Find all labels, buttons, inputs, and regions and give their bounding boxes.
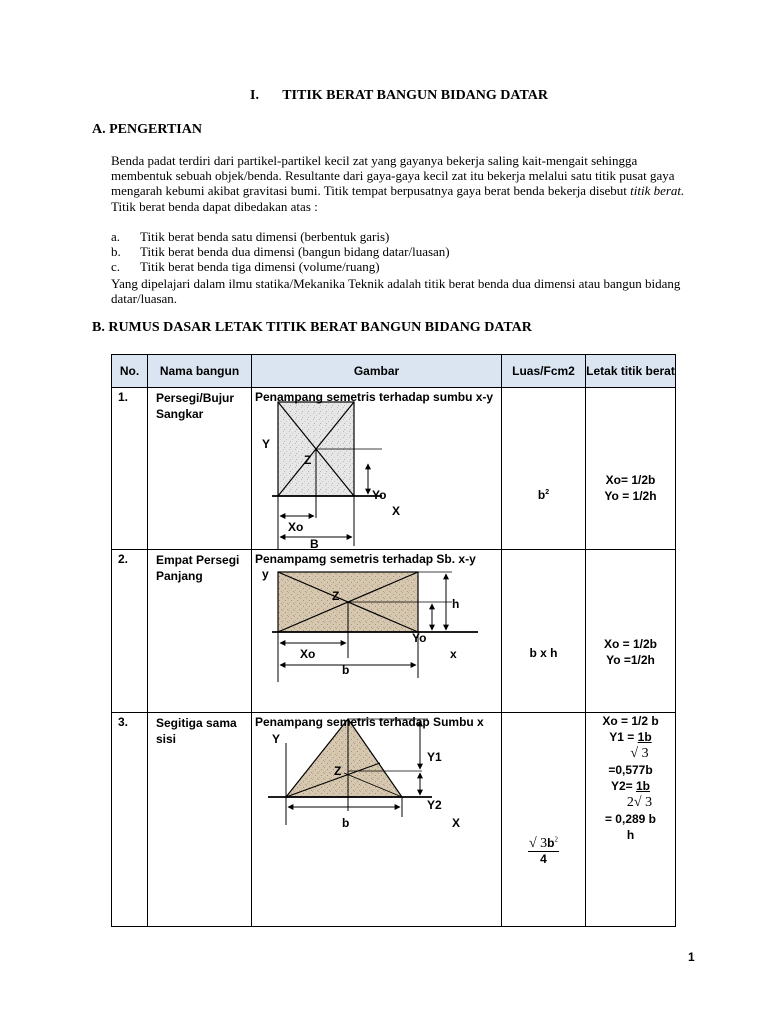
z-label: Z	[304, 453, 312, 467]
para1-italic: titik berat.	[630, 183, 685, 199]
section-b-heading: B. RUMUS DASAR LETAK TITIK BERAT BANGUN BIDANG DATAR	[92, 320, 532, 335]
list-item: b. Titik berat benda dua dimensi (bangun bidang datar/luasan)	[111, 244, 450, 259]
header-luas: Luas/Fcm2	[502, 355, 586, 388]
y-label: Y	[262, 437, 271, 451]
row-number: 1.	[118, 390, 129, 404]
section-a-paragraph-2: Yang dipelajari dalam ilmu statika/Mekanika Teknik adalah titik berat benda dua dimensi atau bangun bidang datar/luasan.	[111, 276, 681, 307]
z-label: Z	[332, 589, 340, 603]
b-label: b	[342, 816, 350, 830]
table-row	[112, 713, 676, 927]
b-label: B	[310, 537, 319, 549]
dimension-list	[111, 229, 450, 274]
centroid-formula: Xo = 1/2 b Y1 = 1b √ 3 =0,577b Y2= 1b 2√ 3 = 0,289 b h	[602, 714, 659, 842]
xo-label: Xo	[288, 520, 304, 534]
y-label: Y	[272, 732, 281, 746]
section-a-heading: A. PENGERTIAN	[92, 122, 202, 137]
shape-name: Segitiga sama sisi	[156, 716, 237, 746]
centroid-table	[111, 354, 676, 927]
table-row	[112, 388, 676, 550]
table-row	[112, 550, 676, 713]
rectangle-figure	[252, 550, 502, 712]
b-label: b	[342, 663, 350, 677]
triangle-shape	[286, 719, 402, 797]
x-label: X	[452, 816, 461, 830]
area-formula: $b^2$	[537, 488, 550, 502]
z-label: Z	[334, 764, 342, 778]
table-header-row	[112, 355, 676, 388]
row-number: 2.	[118, 552, 129, 566]
y1-label: Y1	[427, 750, 442, 764]
figure-caption: Penampamg semetris terhadap Sb. x-y	[255, 552, 476, 566]
centroid-formula: Xo= 1/2b Yo = 1/2h	[604, 473, 657, 503]
list-item: c. Titik berat benda tiga dimensi (volume/ruang)	[111, 259, 380, 274]
y2-label: Y2	[427, 798, 442, 812]
list-item: a. Titik berat benda satu dimensi (berbentuk garis)	[111, 229, 390, 244]
row-number: 3.	[118, 715, 129, 729]
centroid-formula: Xo = 1/2b Yo =1/2h	[603, 637, 658, 667]
header-no: No.	[112, 355, 148, 388]
header-gambar: Gambar	[252, 355, 502, 388]
header-letak: Letak titik berat	[586, 355, 676, 388]
para1-text: Benda padat terdiri dari partikel-partikel kecil zat yang gayanya bekerja saling kait-mengait sehingga membentuk sebuah objek/benda. Resultante dari gaya-gaya kecil zat itu bekerja melalui satu titik pusat gaya mengarah kebumi akibat gravitasi bumi. Titik tempat berpusatnya gaya berat benda bekerja disebut	[111, 153, 675, 199]
square-figure	[252, 388, 502, 549]
figure-caption: Penampang semetris terhadap Sumbu x	[255, 715, 484, 729]
yo-label: Yo	[372, 488, 387, 502]
section-a-paragraph	[111, 153, 701, 214]
h-label: h	[452, 597, 460, 611]
area-formula: b x h	[529, 646, 558, 660]
x-label: X	[392, 504, 401, 518]
title-number: I.	[250, 88, 259, 103]
header-nama: Nama bangun	[148, 355, 252, 388]
triangle-figure	[252, 713, 502, 926]
xo-label: Xo	[300, 647, 316, 661]
shape-name: Empat Persegi Panjang	[156, 553, 240, 583]
title-text: TITIK BERAT BANGUN BIDANG DATAR	[282, 88, 548, 103]
page-title	[250, 88, 548, 104]
list-intro: Titik berat benda dapat dibedakan atas :	[111, 198, 318, 214]
x-label: x	[450, 647, 457, 661]
shape-name: Persegi/Bujur Sangkar	[156, 391, 235, 421]
page-number: 1	[688, 950, 695, 964]
area-formula: $\frac{√ 3b^2}{4}$	[528, 835, 559, 866]
y-label: y	[262, 567, 269, 581]
figure-caption: Penampang semetris terhadap sumbu x-y	[255, 390, 494, 404]
yo-label: Yo	[412, 631, 427, 645]
